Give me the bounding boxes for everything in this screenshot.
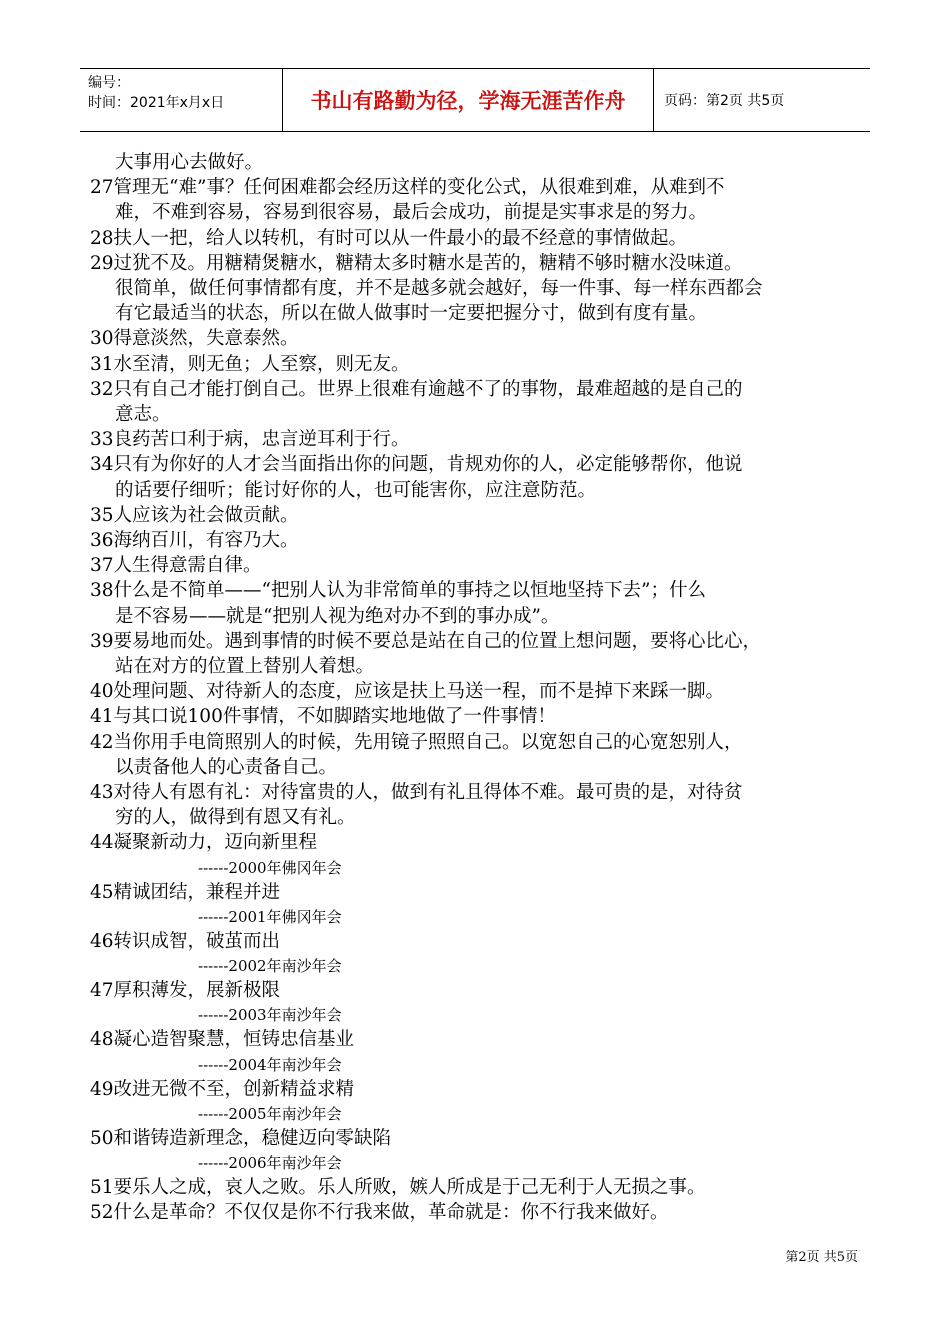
text-line: 45精诚团结，兼程并进: [90, 881, 281, 903]
header-motto: 书山有路勤为径，学海无涯苦作舟: [282, 69, 654, 131]
text-line: 40处理问题、对待新人的态度，应该是扶上马送一程，而不是掉下来踩一脚。: [90, 681, 725, 703]
text-line: 27管理无“难”事？任何困难都会经历这样的变化公式，从很难到难，从难到不: [90, 177, 725, 199]
header-meta: [80, 69, 282, 131]
text-line: 29过犹不及。用糖精煲糖水，糖精太多时糖水是苦的，糖精不够时糖水没味道。: [90, 252, 743, 274]
text-line: 44凝聚新动力，迈向新里程: [90, 832, 318, 854]
text-line: 51要乐人之成，哀人之败。乐人所败，嫉人所成是于己无利于人无损之事。: [90, 1176, 706, 1198]
text-line: 50和谐铸造新理念，稳健迈向零缺陷: [90, 1127, 392, 1149]
signature-line: ------2006年南沙年会: [198, 1153, 342, 1172]
text-line: 30得意淡然，失意泰然。: [90, 328, 299, 350]
text-line: 37人生得意需自律。: [90, 555, 262, 577]
page-footer: 第2页 共5页: [785, 1250, 858, 1265]
doc-number-label: 编号：: [88, 75, 130, 91]
text-line: 穷的人，做得到有恩又有礼。: [115, 807, 356, 829]
signature-line: ------2001年佛冈年会: [198, 907, 342, 926]
text-line: 43对待人有恩有礼：对待富贵的人，做到有礼且得体不难。最可贵的是，对待贫: [90, 782, 743, 804]
signature-line: ------2004年南沙年会: [198, 1055, 342, 1074]
time-label: 时间：2021年x月x日: [88, 95, 225, 111]
text-line: 31水至清，则无鱼；人至察，则无友。: [90, 353, 410, 375]
text-line: 38什么是不简单——“把别人认为非常简单的事持之以恒地坚持下去”；什么: [90, 580, 706, 602]
page-header: [80, 68, 870, 132]
text-line: 47厚积薄发，展新极限: [90, 980, 281, 1002]
text-line: 难，不难到容易，容易到很容易，最后会成功，前提是实事求是的努力。: [115, 202, 708, 224]
text-line: 35人应该为社会做贡献。: [90, 504, 299, 526]
text-line: 39要易地而处。遇到事情的时候不要总是站在自己的位置上想问题，要将心比心，: [90, 630, 762, 652]
text-line: 很简单，做任何事情都有度，并不是越多就会越好，每一件事、每一样东西都会: [115, 278, 763, 300]
text-line: 的话要仔细听；能讨好你的人，也可能害你，应注意防范。: [115, 479, 597, 501]
signature-line: ------2000年佛冈年会: [198, 858, 342, 877]
text-line: 36海纳百川，有容乃大。: [90, 530, 299, 552]
text-line: 28扶人一把，给人以转机，有时可以从一件最小的最不经意的事情做起。: [90, 227, 688, 249]
text-line: 意志。: [115, 404, 171, 426]
text-line: 是不容易——就是“把别人视为绝对办不到的事办成”。: [115, 605, 560, 627]
document-body: [90, 150, 868, 1225]
text-line: 32只有自己才能打倒自己。世界上很难有逾越不了的事物，最难超越的是自己的: [90, 378, 743, 400]
signature-line: ------2002年南沙年会: [198, 957, 342, 976]
text-line: 有它最适当的状态，所以在做人做事时一定要把握分寸，做到有度有量。: [115, 303, 708, 325]
header-page-label: 页码：第2页 共5页: [664, 93, 785, 109]
text-line: 34只有为你好的人才会当面指出你的问题，肯规劝你的人，必定能够帮你，他说: [90, 454, 743, 476]
text-line: 大事用心去做好。: [115, 152, 264, 173]
text-line: 以责备他人的心责备自己。: [115, 756, 338, 778]
signature-line: ------2005年南沙年会: [198, 1104, 342, 1123]
text-line: 41与其口说100件事情，不如脚踏实地地做了一件事情！: [90, 706, 556, 728]
text-line: 49改进无微不至，创新精益求精: [90, 1078, 355, 1100]
signature-line: ------2003年南沙年会: [198, 1006, 342, 1025]
text-line: 站在对方的位置上替别人着想。: [115, 656, 375, 678]
text-line: 48凝心造智聚慧，恒铸忠信基业: [90, 1029, 355, 1051]
text-line: 42当你用手电筒照别人的时候，先用镜子照照自己。以宽恕自己的心宽恕别人，: [90, 731, 743, 753]
text-line: 33良药苦口利于病，忠言逆耳利于行。: [90, 429, 410, 451]
text-line: 52什么是革命？不仅仅是你不行我来做，革命就是：你不行我来做好。: [90, 1202, 669, 1224]
text-line: 46转识成智，破茧而出: [90, 930, 281, 952]
